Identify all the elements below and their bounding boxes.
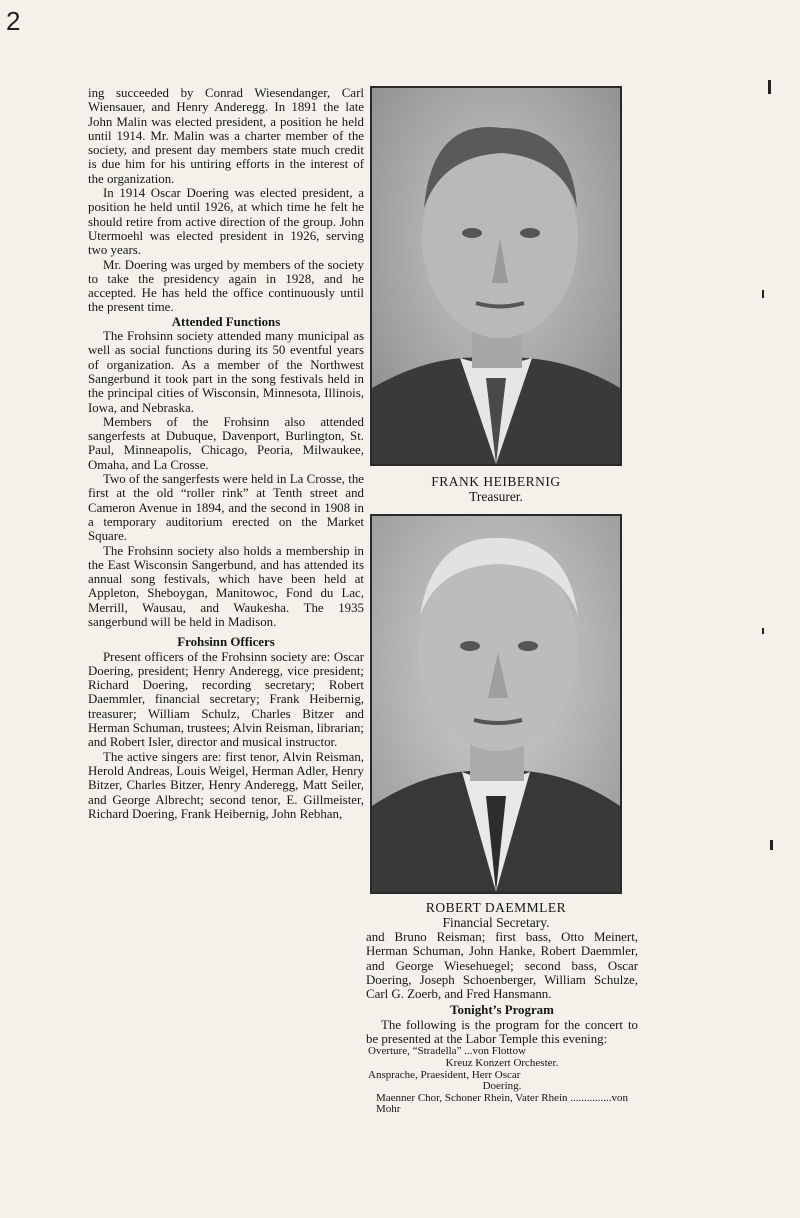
article-paragraph: Two of the sangerfests were held in La Crosse, the first at the old “roller rink” at Tenth street and Cameron Avenue in 1894, and the second in 1908 in a temporary auditorium erected on the Market Square. bbox=[88, 472, 364, 544]
scan-mark bbox=[770, 840, 773, 850]
article-paragraph: The active singers are: first tenor, Alvin Reisman, Herold Andreas, Louis Weigel, Herman Adler, Henry Bitzer, Charles Bitzer, Henry Anderegg, Matt Seiler, and George Albrecht; second tenor, E. Gillmeister, Richard Doering, Frank Heibernig, John Rebhan, bbox=[88, 749, 364, 821]
section-heading-frohsinn-officers: Frohsinn Officers bbox=[177, 635, 275, 650]
program-piece: Overture, “Stradella” ...von Flottow bbox=[368, 1045, 526, 1058]
program-list bbox=[366, 1046, 638, 1116]
program-item bbox=[366, 1046, 638, 1069]
section-heading-tonights-program: Tonight’s Program bbox=[450, 1003, 554, 1018]
scan-mark bbox=[762, 290, 764, 298]
photo-caption bbox=[370, 900, 622, 930]
page-number: 2 bbox=[6, 6, 21, 36]
article-paragraph: ing succeeded by Conrad Wiesendanger, Carl Wiensauer, and Henry Anderegg. In 1891 the late John Malin was elected president, a position he held until 1914. Mr. Malin was a charter member of the society, and present day members state much credit is due him for his untiring efforts in the interest of the organization. bbox=[88, 86, 364, 186]
scan-mark bbox=[762, 628, 764, 634]
program-performer: Kreuz Konzert Orchester. bbox=[445, 1056, 559, 1069]
article-paragraph: In 1914 Oscar Doering was elected president, a position he held until 1926, at which time he felt he should retire from active direction of the group. John Utermoehl was elected president in 1926, serving two years. bbox=[88, 186, 364, 258]
program-item bbox=[366, 1070, 638, 1093]
program-piece: Ansprache, Praesident, Herr Oscar bbox=[368, 1068, 521, 1081]
article-right-column bbox=[366, 930, 638, 1116]
article-paragraph: The Frohsinn society also holds a membership in the East Wisconsin Sangerbund, and has attended its annual song festivals, which have been held at Appleton, Sheboygan, Manitowoc, Fond du Lac, Merrill, Wausau, and Waukesha. The 1935 sangerbund will be held in Madison. bbox=[88, 543, 364, 629]
photo-caption-name: ROBERT DAEMMLER bbox=[425, 900, 567, 915]
photo-caption-name: FRANK HEIBERNIG bbox=[431, 474, 561, 489]
scan-mark bbox=[768, 80, 771, 94]
photo-caption-title: Financial Secretary. bbox=[442, 915, 550, 930]
article-paragraph: Mr. Doering was urged by members of the society to take the presidency again in 1928, and he accepted. He has held the office continuously until the present time. bbox=[88, 257, 364, 315]
portrait-photo-frank-heibernig bbox=[370, 86, 622, 466]
article-paragraph: and Bruno Reisman; first bass, Otto Meinert, Herman Schuman, John Hanke, Robert Daemmler, and George Wiesehuegel; second bass, Oscar Doering, Joseph Schoenberger, William Schulze, Carl G. Zoerb, and Fred Hansmann. bbox=[366, 930, 638, 1002]
program-intro: The following is the program for the concert to be presented at the Labor Temple this evening: bbox=[366, 1017, 638, 1047]
article-paragraph: Present officers of the Frohsinn society are: Oscar Doering, president; Henry Anderegg, vice president; Richard Doering, recording secretary; Robert Daemmler, financial secretary; Frank Heibernig, treasurer; William Schulz, Charles Bitzer and Herman Schuman, trustees; Alvin Reisman, librarian; and Robert Isler, director and musical instructor. bbox=[88, 649, 365, 750]
article-paragraph: Members of the Frohsinn also attended sangerfests at Dubuque, Davenport, Burlington, St. Paul, Minneapolis, Chicago, Peoria, Milwaukee, Omaha, and La Crosse. bbox=[88, 414, 364, 472]
program-performer: Doering. bbox=[482, 1080, 522, 1093]
photo-caption-title: Treasurer. bbox=[469, 489, 523, 504]
article-paragraph: The Frohsinn society attended many municipal as well as social functions during its 50 eventful years of organization. As a member of the Northwest Sangerbund it took part in the song festivals held in the principal cities of Wisconsin, Minnesota, Illinois, Iowa, and Nebraska. bbox=[88, 329, 364, 415]
portrait-photo-icon bbox=[372, 516, 620, 892]
program-piece: Maenner Chor, Schoner Rhein, Vater Rhein ...............von Mohr bbox=[376, 1091, 629, 1116]
portrait-photo-icon bbox=[372, 88, 620, 464]
section-heading-attended-functions: Attended Functions bbox=[171, 314, 281, 329]
article-left-column bbox=[88, 86, 364, 821]
portrait-photo-robert-daemmler bbox=[370, 514, 622, 894]
photo-caption bbox=[370, 474, 622, 504]
program-item bbox=[366, 1093, 638, 1116]
